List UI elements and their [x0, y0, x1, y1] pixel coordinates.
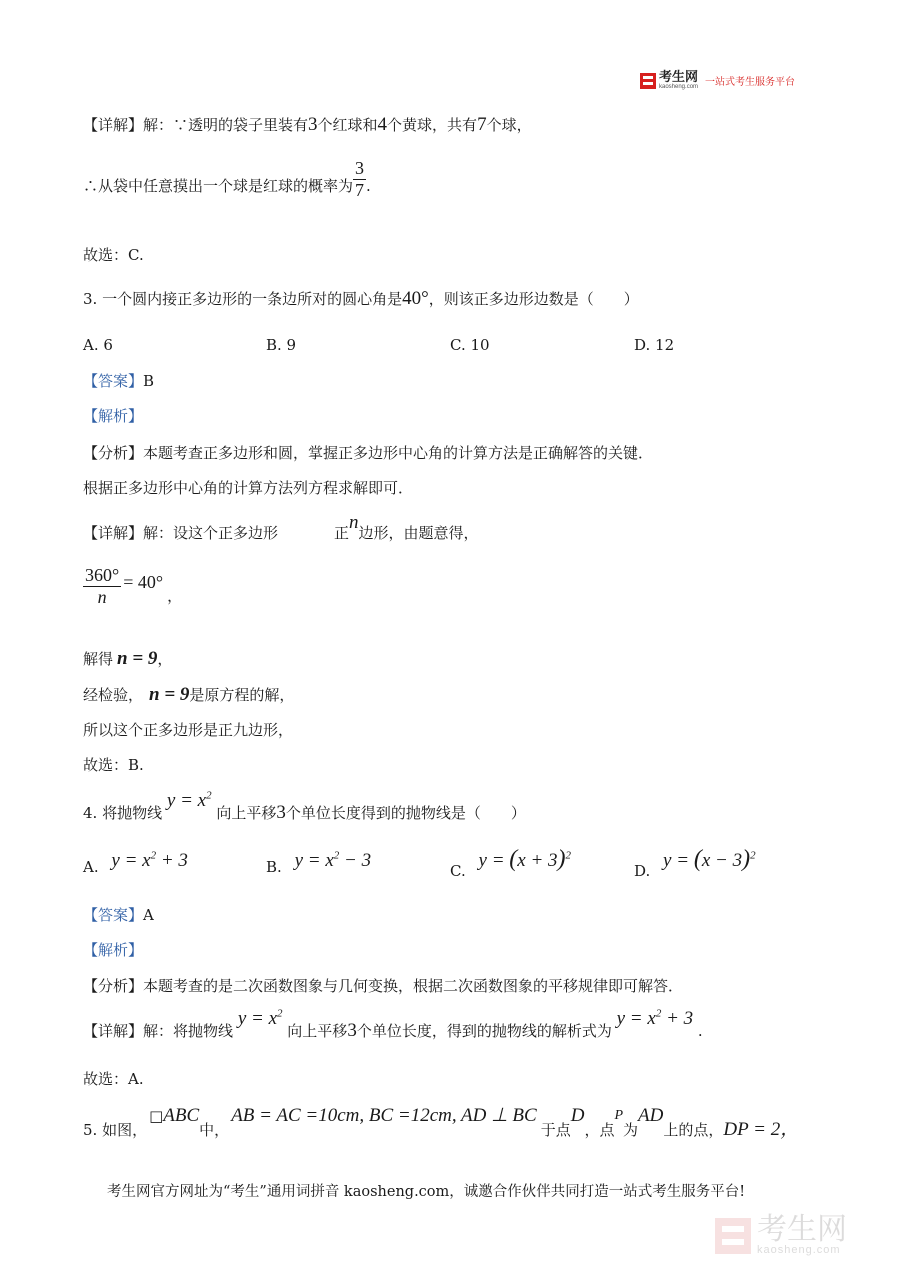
q4-detail: 【详解】解：将抛物线 $y = x^2$ 向上平移3个单位长度，得到的抛物线的解析式为 $y = x^2 + 3$ .: [83, 1008, 703, 1042]
footer-text: 考生网官方网址为“考生”通用词拼音 kaosheng.com，诚邀合作伙伴共同打造一站式考生服务平台!: [107, 1184, 746, 1200]
brand-slogan: 一站式考生服务平台: [705, 77, 796, 88]
brand-domain: kaosheng.com: [659, 84, 699, 90]
q3-equation: $\frac{360^\circ}{n}$ = 40° ，: [85, 565, 183, 607]
header-logo: [640, 71, 795, 90]
q3-choose: 故选：B.: [83, 756, 144, 774]
q3-conclude: 所以这个正多边形是正九边形，: [83, 721, 294, 739]
q3-check: 经检验， n = 9是原方程的解，: [83, 684, 295, 705]
p2-probability-line: ∴从袋中任意摸出一个球是红球的概率为 $\frac{3}{7}$ .: [83, 158, 371, 200]
eq-denominator: n: [83, 586, 121, 608]
q3-fenxi: 【分析】本题考查正多边形和圆，掌握正多边形中心角的计算方法是正确解答的关键．: [83, 444, 654, 462]
q3-option-a: A. 6: [83, 336, 113, 354]
q3-analysis-tag: 【解析】: [83, 407, 144, 425]
brand-name: 考生网: [659, 70, 699, 85]
watermark-logo-icon: [715, 1218, 751, 1254]
q4-stem: 4. 将抛物线 $y = x^2$ 向上平移3个单位长度得到的抛物线是（ ）: [83, 790, 526, 824]
q4-option-b: B. $y = x^2 - 3$: [266, 850, 372, 877]
q3-method: 根据正多边形中心角的计算方法列方程求解即可．: [83, 479, 414, 497]
probability-fraction: $\frac{3}{7}$: [355, 158, 365, 200]
p2-detail-line: 【详解】解：∵透明的袋子里装有3个红球和4个黄球，共有7个球，: [83, 114, 532, 135]
watermark: 考生网 kaosheng.com: [715, 1215, 847, 1256]
q4-choose: 故选：A.: [83, 1070, 144, 1088]
brand-logo-icon: [640, 73, 656, 89]
q5-stem: 5. 如图，□ABC中，AB = AC =10cm, BC =12cm, AD ⊥ BC于点D，点P为AD上的点，DP = 2，: [83, 1105, 800, 1140]
q3-solve: 解得 n = 9，: [83, 648, 173, 669]
q4-fenxi: 【分析】本题考查的是二次函数图象与几何变换，根据二次函数图象的平移规律即可解答．: [83, 977, 684, 995]
q3-detail-cont: 正n边形，由题意得，: [334, 512, 479, 542]
q3-option-c: C. 10: [450, 336, 490, 354]
q3-detail: 【详解】解：设这个正多边形: [83, 524, 279, 542]
q3-answer: 【答案】B: [83, 372, 155, 390]
q4-option-d: D. $y = (x - 3)^2$: [634, 846, 756, 880]
eq-numerator: 360°: [85, 565, 120, 585]
q4-option-c: C. $y = (x + 3)^2$: [450, 846, 572, 880]
q4-analysis-tag: 【解析】: [83, 941, 144, 959]
p2-choose: 故选：C.: [83, 246, 144, 264]
q4-option-a: A. $y = x^2 + 3$: [83, 850, 188, 877]
q3-stem: 3. 一个圆内接正多边形的一条边所对的圆心角是40°，则该正多边形边数是（ ）: [83, 288, 639, 309]
q3-option-b: B. 9: [266, 336, 297, 354]
q3-option-d: D. 12: [634, 336, 675, 354]
q4-answer: 【答案】A: [83, 906, 154, 924]
